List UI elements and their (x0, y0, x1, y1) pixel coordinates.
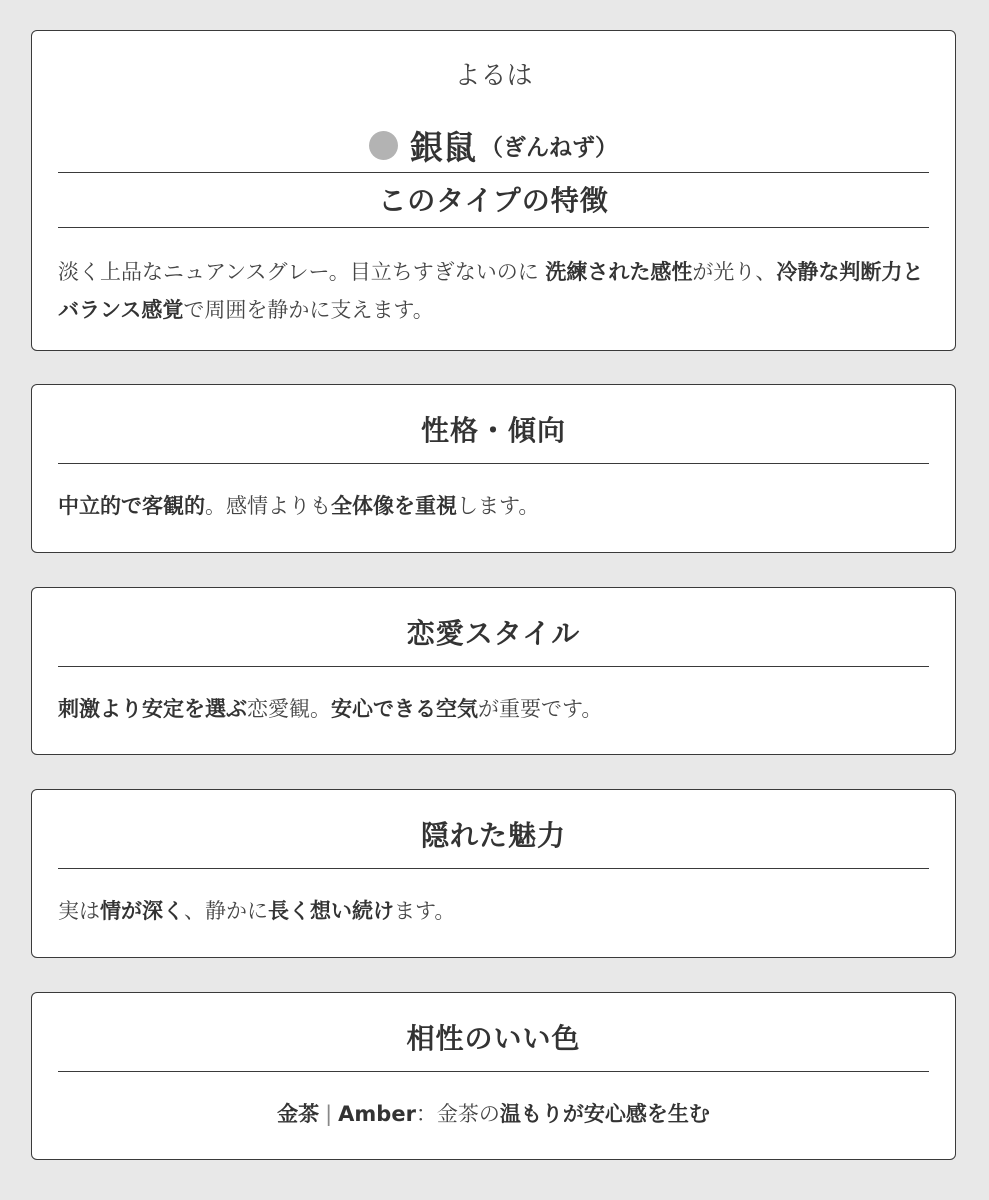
text-run: が光り、 (692, 260, 777, 284)
text-run: 恋愛観。 (247, 697, 331, 721)
section-heading: 恋愛スタイル (406, 617, 581, 650)
colon: ： (415, 1102, 437, 1126)
separator: | (325, 1102, 333, 1126)
emphasis-text: 刺激より安定を選ぶ (58, 697, 247, 721)
divider (58, 172, 929, 173)
emphasis-text: 温もりが安心感を生む (499, 1102, 710, 1126)
circle-icon (369, 131, 398, 160)
section-heading: このタイプの特徴 (378, 184, 609, 217)
text-run: 実は (58, 899, 100, 923)
divider (58, 666, 929, 667)
section-heading: 性格・傾向 (420, 414, 566, 447)
match-description (437, 1102, 710, 1126)
divider (58, 463, 929, 464)
section-body (58, 487, 933, 525)
text-run: で周囲を静かに支えます。 (183, 298, 434, 322)
emphasis-text: 中立的で客観的 (58, 494, 205, 518)
color-name: 銀鼠 (410, 127, 476, 167)
divider (58, 227, 929, 228)
text-run: ます。 (394, 899, 456, 923)
text-run: 金茶の (436, 1102, 500, 1126)
emphasis-text: 全体像を重視 (331, 494, 457, 518)
emphasis-text: 冷静な判断力とバランス感覚 (58, 260, 924, 322)
section-body (32, 1095, 955, 1133)
subtitle: よるは (454, 61, 533, 91)
text-run: 淡く上品なニュアンスグレー。目立ちすぎないのに (58, 260, 546, 284)
compatible-color-card (31, 992, 956, 1160)
hidden-charm-card (31, 789, 956, 958)
emphasis-text: 情が深く (100, 899, 184, 923)
section-heading: 隠れた魅力 (420, 819, 566, 852)
text-run: 、静かに (184, 899, 268, 923)
section-body (58, 253, 933, 329)
section-body (58, 892, 933, 930)
color-title (32, 123, 955, 167)
intro-card (31, 30, 956, 351)
divider (58, 868, 929, 869)
emphasis-text: 安心できる空気 (331, 697, 478, 721)
text-run: 。感情よりも (205, 494, 331, 518)
text-run: します。 (457, 494, 540, 518)
love-style-card (31, 587, 956, 755)
match-color-jp: 金茶 (277, 1102, 320, 1126)
text-run: が重要です。 (478, 697, 603, 721)
emphasis-text: 長く想い続け (268, 899, 394, 923)
section-body (58, 690, 933, 728)
personality-card (31, 384, 956, 553)
color-reading: （ぎんねず） (480, 134, 618, 161)
emphasis-text: 洗練された感性 (545, 260, 693, 284)
divider (58, 1071, 929, 1072)
section-heading: 相性のいい色 (406, 1022, 581, 1055)
match-color-en: Amber (338, 1102, 416, 1126)
